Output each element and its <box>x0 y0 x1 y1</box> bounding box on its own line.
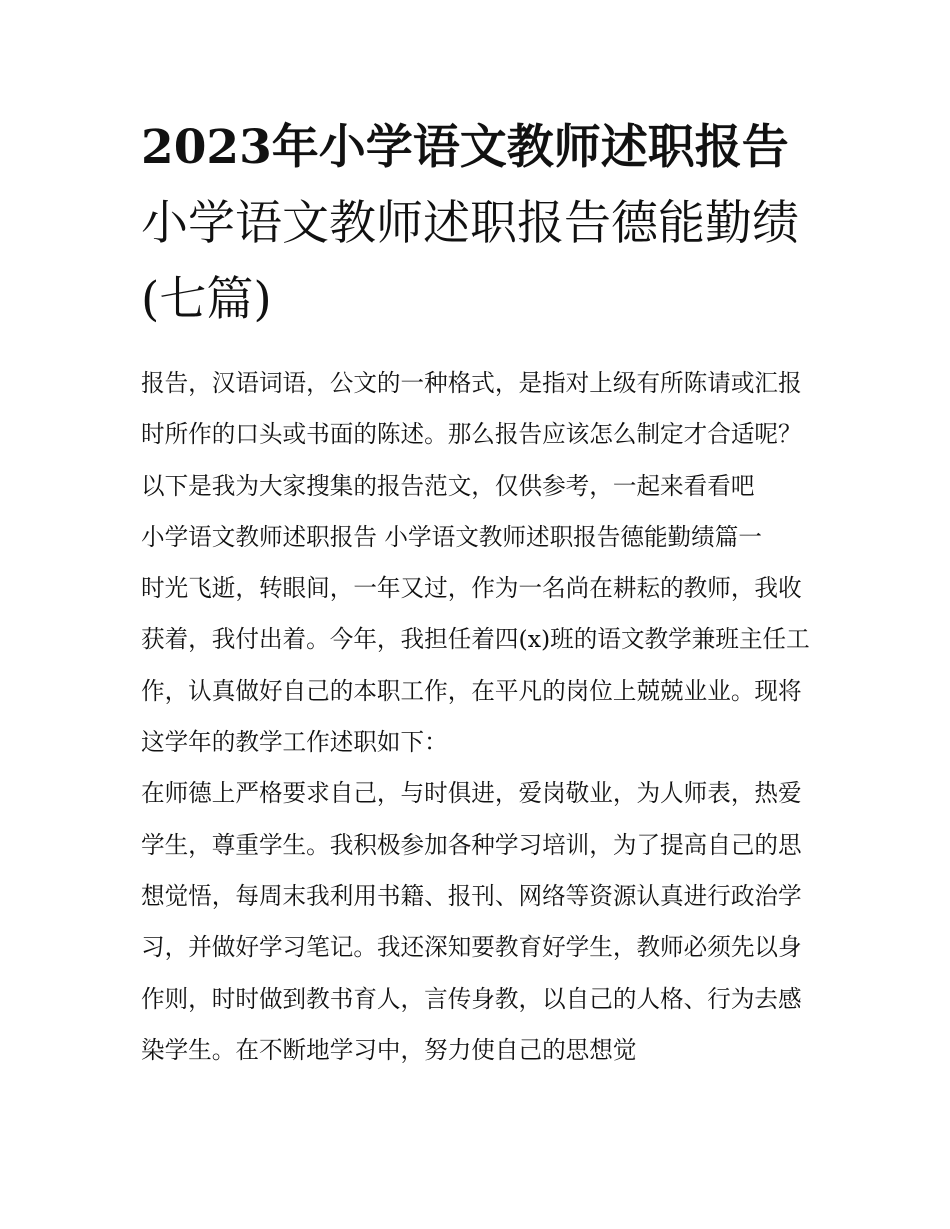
document-page <box>141 110 813 1076</box>
document-title <box>141 110 813 338</box>
title-rest: 小学语文教师述职报告德能勤绩(七篇) <box>141 196 799 327</box>
paragraph-opening: 时光飞逝，转眼间，一年又过，作为一名尚在耕耘的教师，我收获着，我付出着。今年，我担任着四(x)班的语文教学兼班主任工作，认真做好自己的本职工作，在平凡的岗位上兢兢业业。现将这学年的教学工作述职如下： <box>141 574 810 757</box>
paragraph-intro: 报告，汉语词语，公文的一种格式，是指对上级有所陈请或汇报时所作的口头或书面的陈述。那么报告应该怎么制定才合适呢？以下是我为大家搜集的报告范文，仅供参考，一起来看看吧 <box>141 369 802 500</box>
paragraph-section-heading: 小学语文教师述职报告 小学语文教师述职报告德能勤绩篇一 <box>141 522 762 551</box>
paragraph-ethics: 在师德上严格要求自己，与时俱进，爱岗敬业，为人师表，热爱学生，尊重学生。我积极参加各种学习培训，为了提高自己的思想觉悟，每周末我利用书籍、报刊、网络等资源认真进行政治学习，并做好学习笔记。我还深知要教育好学生，教师必须先以身作则，时时做到教书育人，言传身教，以自己的人格、行为去感染学生。在不断地学习中，努力使自己的思想觉 <box>141 779 802 1064</box>
title-lead: 2023年小学语文教师述职报告 <box>141 120 789 175</box>
document-body <box>141 358 813 1076</box>
